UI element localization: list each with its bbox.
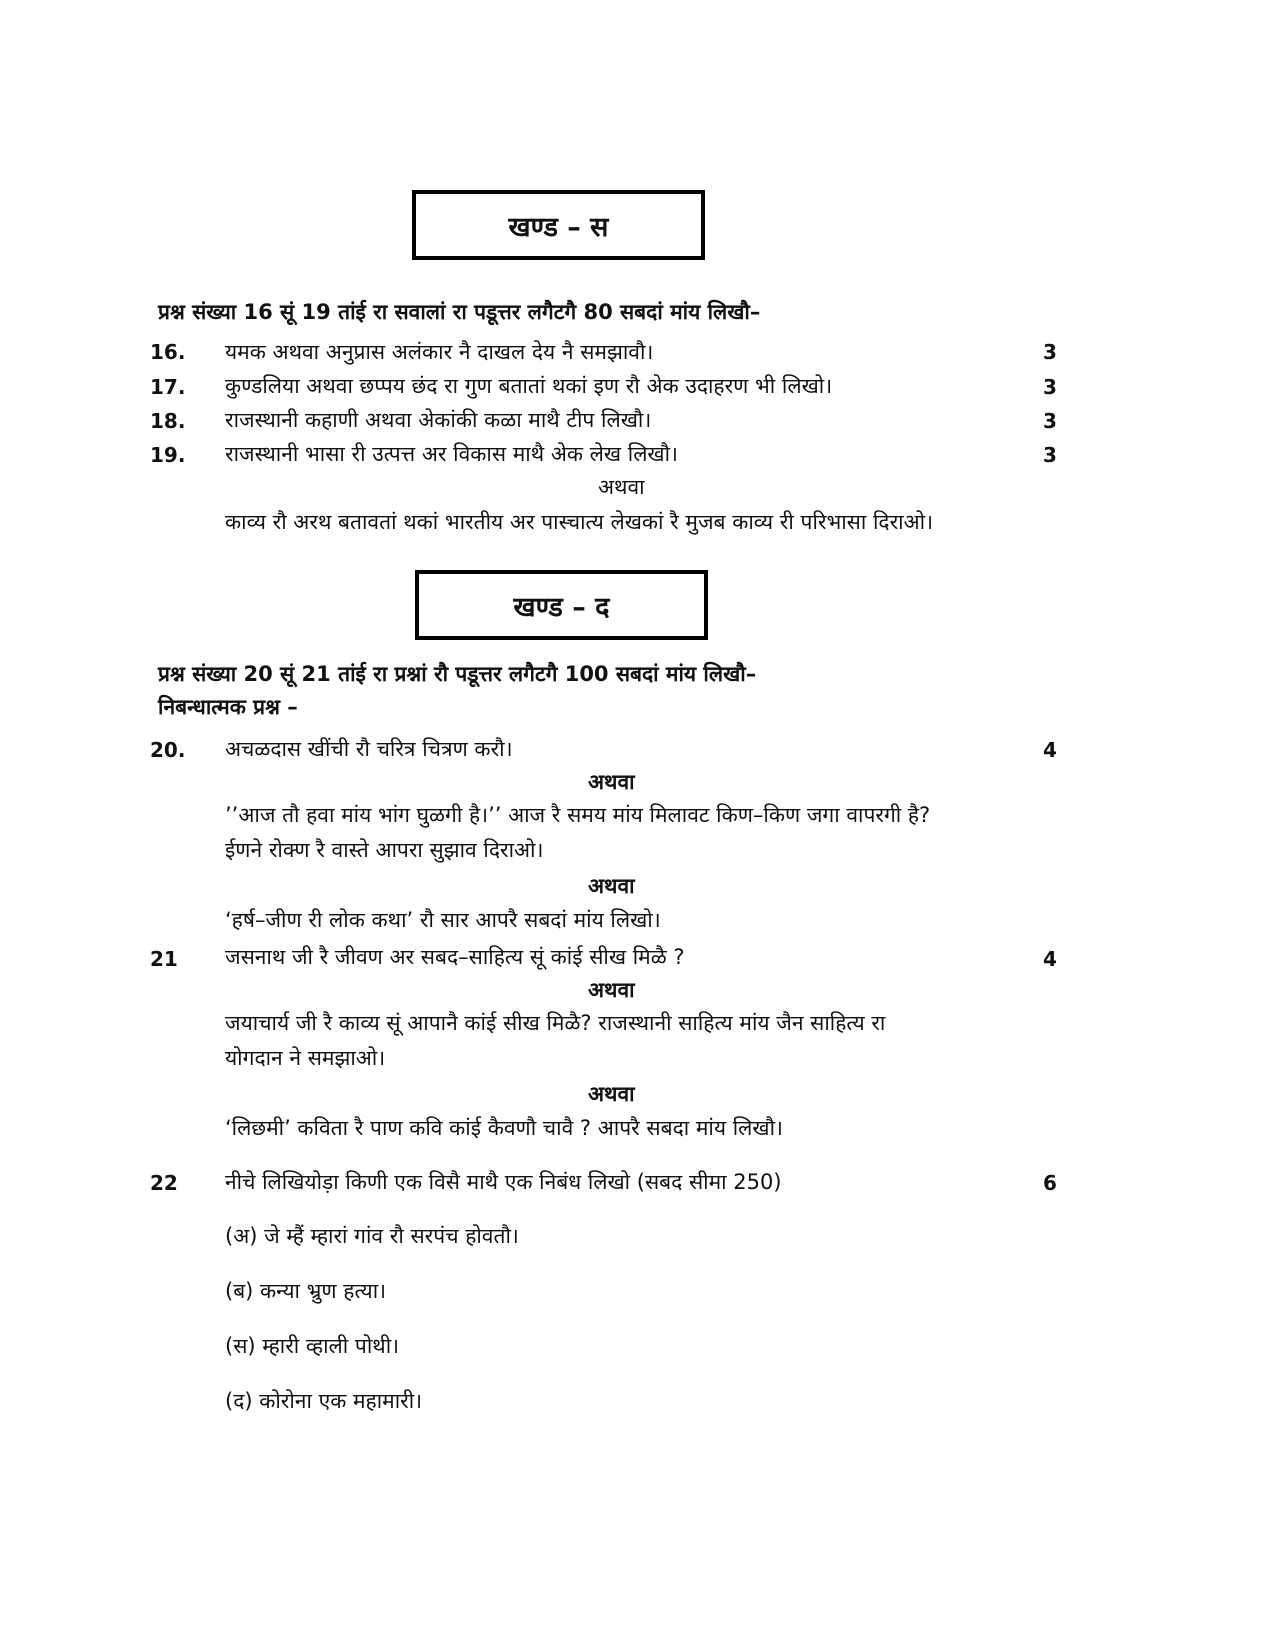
section-d-subheading: निबन्धात्मक प्रश्न – (158, 695, 298, 719)
question-21-alt2: ‘लिछमी’ कविता रै पाण कवि कांई कैवणौ चावै ? आपरै सबदा मांय लिखौ। (225, 1116, 783, 1140)
question-22-option-a: (अ) जे म्हैं म्हारां गांव रौ सरपंच होवतौ। (225, 1224, 519, 1248)
question-22-option-s: (स) म्हारी व्हाली पोथी। (225, 1334, 400, 1358)
question-22-number: 22 (150, 1171, 178, 1195)
question-21-text: जसनाथ जी रै जीवण अर सबद–साहित्य सूं कांई सीख मिळै ? (225, 945, 685, 969)
question-20-marks: 4 (1043, 738, 1057, 762)
question-18-marks: 3 (1043, 409, 1057, 433)
question-17-text: कुण्डलिया अथवा छप्पय छंद रा गुण बतातां थकां इण रौ अेक उदाहरण भी लिखो। (225, 374, 833, 398)
question-21-or-2: अथवा (588, 1082, 635, 1106)
question-17-marks: 3 (1043, 375, 1057, 399)
section-d-instruction: प्रश्न संख्या 20 सूं 21 तांई रा प्रश्नां रौ पडूत्तर लगैटगै 100 सबदां मांय लिखौ– (158, 662, 757, 686)
question-19-marks: 3 (1043, 443, 1057, 467)
question-21-alt1-line2: योगदान ने समझाओ। (225, 1046, 386, 1070)
section-d-title-box (415, 570, 708, 640)
section-s-title: खण्ड – स (508, 211, 609, 243)
question-22-marks: 6 (1043, 1171, 1057, 1195)
question-20-or-2: अथवा (588, 874, 635, 898)
question-18-text: राजस्थानी कहाणी अथवा अेकांकी कळा माथै टीप लिखौ। (225, 408, 652, 432)
question-21-number: 21 (150, 947, 178, 971)
question-16-marks: 3 (1043, 340, 1057, 364)
question-22-text: नीचे लिखियोड़ा किणी एक विसै माथै एक निबंध लिखो (सबद सीमा 250) (225, 1170, 782, 1194)
question-20-alt1-line1: ’’आज तौ हवा मांय भांग घुळगी है।’’ आज रै समय मांय मिलावट किण–किण जगा वापरगी है? (225, 803, 931, 827)
question-19-text: राजस्थानी भासा री उत्पत्त अर विकास माथै अेक लेख लिखौ। (225, 442, 679, 466)
question-19-number: 19. (150, 443, 186, 467)
question-16-number: 16. (150, 340, 186, 364)
question-21-marks: 4 (1043, 947, 1057, 971)
question-22-option-d: (द) कोरोना एक महामारी। (225, 1389, 423, 1413)
section-s-instruction: प्रश्न संख्या 16 सूं 19 तांई रा सवालां रा पडूत्तर लगैटगै 80 सबदां मांय लिखौ– (158, 300, 761, 324)
question-17-number: 17. (150, 375, 186, 399)
question-20-alt1-line2: ईणने रोक्ण रै वास्ते आपरा सुझाव दिराओ। (225, 838, 544, 862)
question-20-or-1: अथवा (588, 770, 635, 794)
question-19-or: अथवा (598, 475, 645, 499)
question-16-text: यमक अथवा अनुप्रास अलंकार नै दाखल देय नै समझावौ। (225, 340, 654, 364)
question-21-alt1-line1: जयाचार्य जी रै काव्य सूं आपानै कांई सीख मिळै? राजस्थानी साहित्य मांय जैन साहित्य रा (225, 1011, 886, 1035)
section-s-title-box (412, 190, 705, 260)
question-18-number: 18. (150, 409, 186, 433)
question-20-text: अचळदास खींची रौ चरित्र चित्रण करौ। (225, 737, 513, 761)
question-22-option-b: (ब) कन्या भ्रुण हत्या। (225, 1279, 387, 1303)
section-d-title: खण्ड – द (513, 591, 610, 623)
question-20-number: 20. (150, 738, 186, 762)
question-20-alt2: ‘हर्ष–जीण री लोक कथा’ रौ सार आपरै सबदां मांय लिखो। (225, 908, 661, 932)
question-19-alternative: काव्य रौ अरथ बतावतां थकां भारतीय अर पास्चात्य लेखकां रै मुजब काव्य री परिभासा दिराओ। (225, 510, 934, 534)
question-21-or-1: अथवा (588, 978, 635, 1002)
